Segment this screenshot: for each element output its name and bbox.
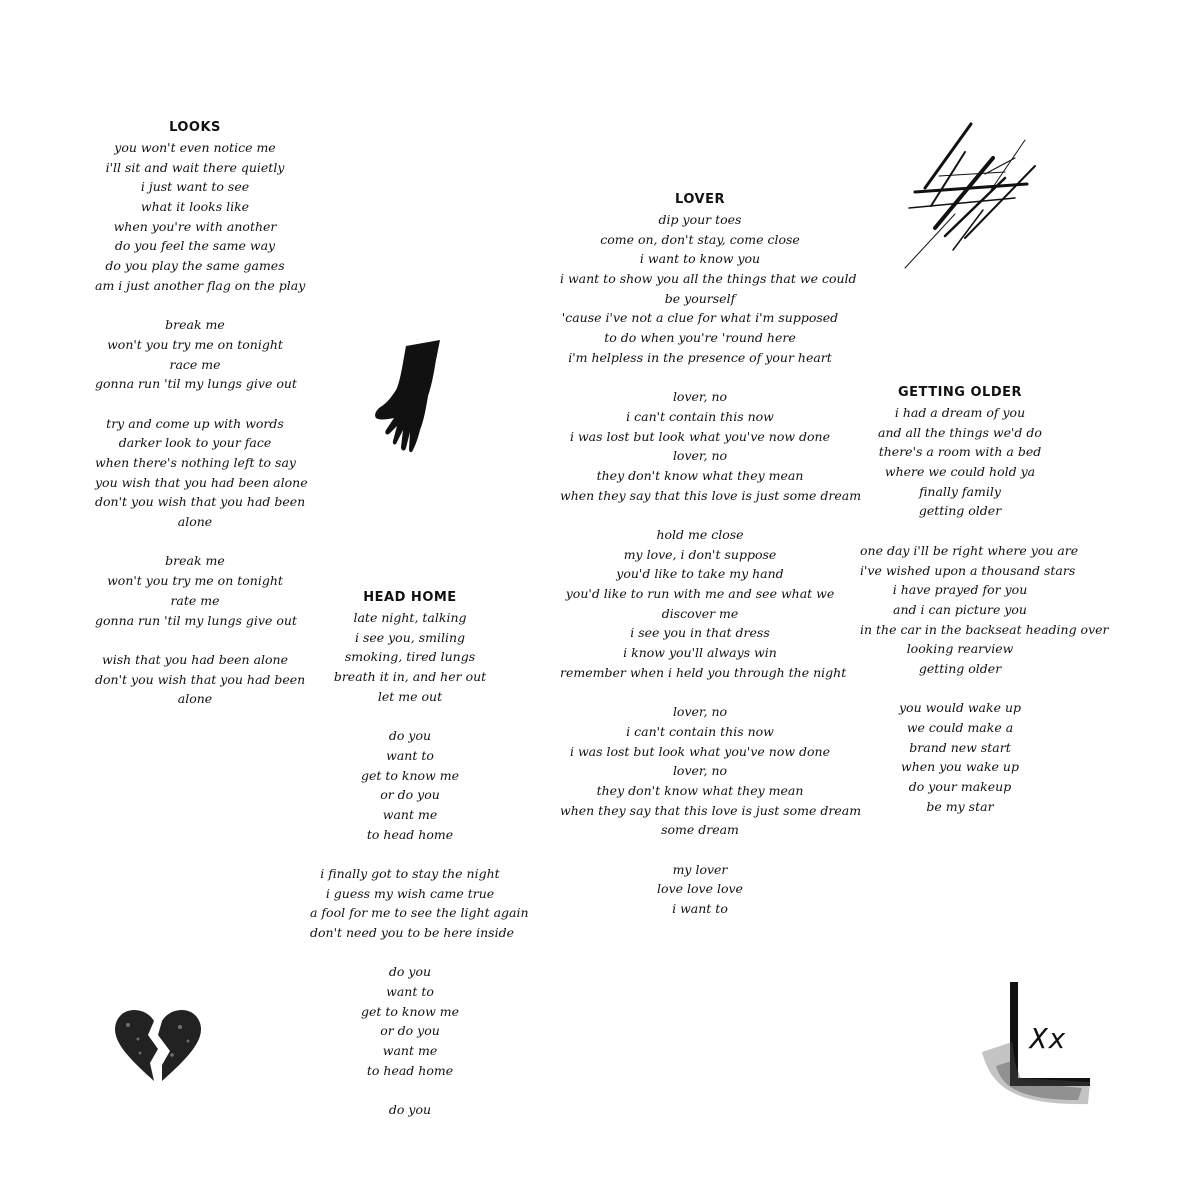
lyric-line: do you: [388, 1102, 432, 1118]
lyric-line: you won't even notice me: [114, 140, 276, 155]
lyric-line: and i can picture you: [893, 601, 1027, 617]
lyric-line: to head home: [366, 1062, 454, 1078]
lyric-line: let me out: [377, 688, 443, 704]
lyric-line: darker look to your face: [118, 435, 272, 451]
song-title-head-home: HEAD HOME: [363, 590, 457, 605]
lyric-line: get to know me: [361, 1003, 459, 1019]
song-title-lover: LOVER: [675, 192, 725, 207]
lyric-line: am i just another flag on the play: [95, 277, 306, 293]
stanza-break: [860, 521, 1060, 541]
lyric-line: or do you: [380, 787, 440, 803]
lyric-line: i know you'll always win: [623, 645, 777, 661]
stanza-break: [860, 679, 1060, 699]
lyric-line: do you play the same games: [105, 258, 285, 274]
lyrics-getting-older: [860, 403, 1109, 816]
lyric-line: one day i'll be right where you are: [860, 542, 1079, 558]
lyric-line: lover, no: [672, 763, 728, 779]
stanza-break: [560, 368, 840, 388]
lyric-line: i see you in that dress: [630, 625, 770, 641]
lyric-line: you'd like to take my hand: [616, 566, 784, 582]
lyric-line: when they say that this love is just some dream: [560, 802, 862, 818]
song-getting-older: [860, 383, 1109, 816]
song-title-looks: LOOKS: [169, 120, 221, 135]
lyric-line: in the car in the backseat heading over: [860, 621, 1109, 637]
stanza-break: [560, 683, 840, 703]
lyric-line: i want to show you all the things that we could: [560, 271, 857, 287]
lyric-line: breath it in, and her out: [333, 669, 487, 685]
lyric-line: alone: [177, 691, 213, 707]
lyric-line: do you: [388, 964, 432, 980]
song-head-home: [310, 588, 529, 1120]
stanza-break: [310, 706, 510, 726]
stanza-break: [560, 840, 840, 860]
lyric-line: rate me: [170, 592, 220, 608]
lyric-line: lover, no: [672, 448, 728, 464]
stanza-break: [310, 844, 510, 864]
lyric-line: smoking, tired lungs: [344, 649, 476, 665]
broken-heart-icon: [110, 1005, 205, 1085]
lyric-line: wish that you had been alone: [102, 651, 288, 667]
lyric-line: won't you try me on tonight: [107, 573, 283, 589]
stanza-break: [560, 505, 840, 525]
lyric-line: break me: [165, 553, 225, 569]
lyric-line: don't you wish that you had been: [95, 494, 306, 510]
stanza-break: [95, 532, 295, 552]
lyric-line: to do when you're 'round here: [604, 330, 796, 346]
lyric-line: some dream: [661, 822, 739, 838]
hand-icon: [370, 338, 445, 458]
lyric-line: i guess my wish came true: [325, 885, 495, 901]
song-looks: [95, 118, 308, 709]
lyric-line: do your makeup: [908, 779, 1012, 795]
lyric-line: dip your toes: [658, 212, 742, 227]
lyric-line: you wish that you had been alone: [95, 474, 308, 490]
lyric-line: be my star: [926, 798, 994, 814]
lyric-line: i had a dream of you: [894, 405, 1026, 420]
lyric-line: my lover: [672, 861, 728, 877]
lyric-line: i just want to see: [140, 179, 250, 195]
lyric-line: try and come up with words: [106, 415, 284, 431]
lyric-line: 'cause i've not a clue for what i'm supposed: [561, 310, 839, 326]
lyric-line: they don't know what they mean: [596, 782, 804, 798]
lyrics-lover: [560, 210, 862, 919]
lyric-line: come on, don't stay, come close: [600, 231, 800, 247]
lyric-line: getting older: [918, 503, 1002, 519]
lyric-line: lover, no: [672, 389, 728, 405]
lyric-line: my love, i don't suppose: [623, 546, 777, 562]
lyric-line: want me: [382, 1043, 438, 1059]
lyric-line: lover, no: [672, 704, 728, 720]
lyric-line: when you wake up: [901, 759, 1019, 775]
lyric-line: where we could hold ya: [884, 464, 1036, 480]
lyric-line: i finally got to stay the night: [320, 865, 500, 881]
lyric-line: i was lost but look what you've now done: [569, 743, 831, 759]
stanza-break: [95, 296, 295, 316]
lyric-line: i can't contain this now: [626, 408, 774, 424]
lyric-line: you would wake up: [898, 700, 1021, 716]
lyric-line: we could make a: [906, 720, 1014, 735]
lyric-line: remember when i held you through the night: [560, 664, 847, 680]
lyric-line: do you feel the same way: [114, 238, 276, 254]
lyric-line: do you: [388, 728, 432, 744]
stanza-break: [95, 394, 295, 414]
lyric-line: i have prayed for you: [892, 582, 1028, 598]
lyric-line: late night, talking: [353, 610, 467, 625]
lyric-line: to head home: [366, 826, 454, 842]
lyric-line: what it looks like: [140, 199, 250, 215]
lyric-line: want to: [386, 984, 434, 1000]
lyric-line: or do you: [380, 1023, 440, 1039]
lyric-line: discover me: [661, 605, 739, 621]
lyric-line: alone: [177, 514, 213, 530]
lyrics-head-home: [310, 608, 529, 1120]
lyric-line: when you're with another: [113, 218, 277, 234]
lyric-line: be yourself: [664, 290, 736, 306]
lyric-line: a fool for me to see the light again: [310, 905, 529, 921]
stanza-break: [95, 630, 295, 650]
stanza-break: [310, 943, 510, 963]
lyric-line: break me: [165, 317, 225, 333]
lyric-line: looking rearview: [906, 641, 1014, 657]
lyric-line: finally family: [919, 483, 1001, 499]
lyric-line: you'd like to run with me and see what we: [565, 586, 835, 602]
lyric-line: want to: [386, 747, 434, 763]
signature-text: Xx: [1030, 1022, 1068, 1055]
lyric-line: i can't contain this now: [626, 723, 774, 739]
lyric-line: they don't know what they mean: [596, 467, 804, 483]
lyric-line: want me: [382, 806, 438, 822]
lyric-line: there's a room with a bed: [878, 444, 1042, 460]
lyric-line: when there's nothing left to say: [95, 455, 296, 470]
song-title-getting-older: GETTING OLDER: [897, 385, 1022, 400]
lyric-line: i was lost but look what you've now done: [569, 428, 831, 444]
stanza-break: [310, 1081, 510, 1101]
lyric-line: don't need you to be here inside: [310, 925, 514, 940]
lyric-line: don't you wish that you had been: [95, 671, 306, 687]
lyric-line: gonna run 'til my lungs give out: [95, 612, 297, 628]
lyric-line: getting older: [918, 660, 1002, 676]
lyric-line: i want to: [672, 901, 728, 917]
lyric-line: race me: [169, 356, 221, 372]
lyrics-looks: [95, 138, 308, 709]
lyric-line: hold me close: [656, 527, 744, 542]
lyric-line: won't you try me on tonight: [107, 336, 283, 352]
lyric-line: i want to know you: [639, 251, 761, 267]
lyric-line: i've wished upon a thousand stars: [860, 562, 1076, 578]
lyric-line: i'm helpless in the presence of your heart: [568, 349, 832, 365]
lyric-line: i'll sit and wait there quietly: [105, 159, 285, 175]
scratch-marks-icon: [895, 118, 1040, 273]
lyric-line: and all the things we'd do: [878, 424, 1042, 440]
lyric-line: gonna run 'til my lungs give out: [95, 376, 297, 392]
lyric-line: love love love: [657, 881, 743, 897]
lyric-line: brand new start: [909, 739, 1011, 755]
song-lover: [560, 190, 862, 919]
lyric-line: when they say that this love is just some dream: [560, 487, 862, 503]
lyric-line: get to know me: [361, 767, 459, 783]
lyric-line: i see you, smiling: [354, 629, 466, 645]
